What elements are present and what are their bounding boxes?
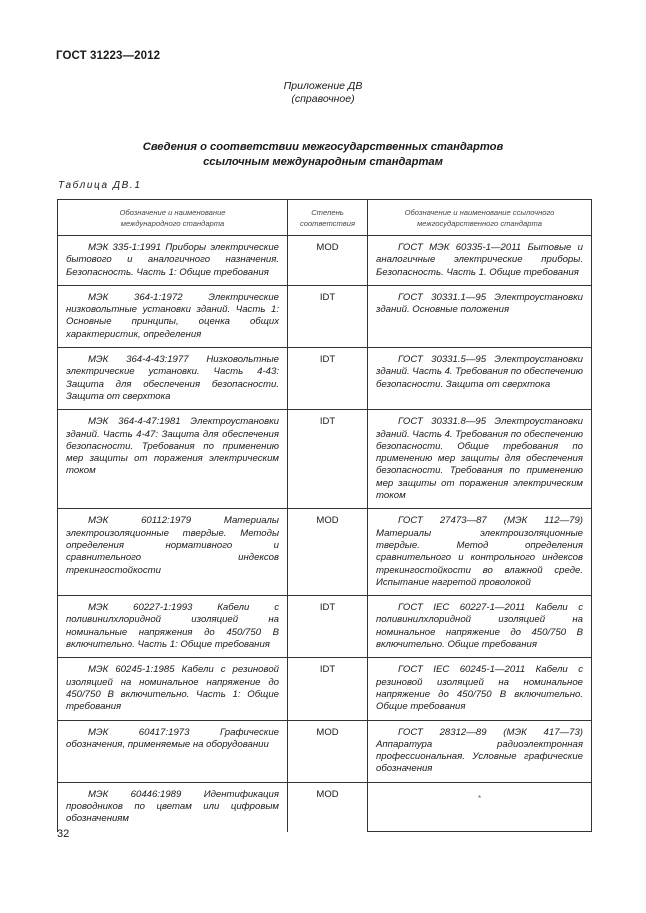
intl-standard-cell — [58, 782, 288, 831]
interstate-standard-cell — [368, 658, 592, 720]
intl-standard-text: МЭК 60446:1989 Идентификация проводников по цветам или цифровым обозначениям — [66, 788, 279, 825]
intl-standard-text: МЭК 364-4-43:1977 Низковольтные электрические установки. Часть 4-43: Защита для обеспечения безопасности. Защита от сверхтока — [66, 354, 279, 402]
intl-standard-cell — [58, 236, 288, 286]
intl-standard-text: МЭК 364-1:1972 Электрические низковольтные установки зданий. Часть 1: Основные принципы, оценка общих характеристик, определения — [66, 291, 279, 340]
intl-standard-text: МЭК 60227-1:1993 Кабели с поливинилхлоридной изоляцией на номинальные напряжения до 450/750 В включительно. Часть 1: Общие требования — [66, 602, 279, 651]
header-interstate-line1: Обозначение и наименование ссылочного — [404, 207, 555, 217]
section-title-line2: ссылочным международным стандартам — [203, 156, 443, 168]
standards-table — [57, 199, 592, 832]
interstate-standard-cell — [368, 596, 592, 658]
table-row — [58, 410, 592, 509]
intl-standard-text: МЭК 60112:1979 Материалы электроизоляционные твердые. Методы определения нормативного и сравнительного индексов трекингостойкости — [66, 515, 279, 576]
interstate-standard-text: ГОСТ IEC 60245-1—2011 Кабели с резиновой изоляцией на номинальное напряжение до 450/750 В включительно. Общие требования — [376, 664, 583, 713]
section-title — [0, 140, 646, 170]
interstate-standard-cell — [368, 720, 592, 782]
intl-standard-cell — [58, 285, 288, 347]
intl-standard-text: МЭК 364-4-47:1981 Электроустановки зданий. Часть 4-47: Защита для обеспечения безопасности. Требования по применению мер защиты от поражения электрическим током — [66, 416, 279, 477]
page-number: 32 — [57, 828, 70, 840]
header-intl-standard — [58, 200, 288, 236]
interstate-standard-text: ГОСТ 30331.8—95 Электроустановки зданий. Часть 4. Требования по обеспечению безопасности. Общие требования по применению мер защиты для обеспечения безопасности. Требования по применению мер защиты от поражения электрическим током — [376, 416, 583, 502]
header-degree — [288, 200, 368, 236]
degree-cell: IDT — [288, 285, 368, 347]
interstate-standard-cell — [368, 348, 592, 410]
degree-cell: MOD — [288, 509, 368, 596]
degree-cell: IDT — [288, 596, 368, 658]
header-interstate-standard — [368, 200, 592, 236]
interstate-standard-text: ГОСТ 30331.1—95 Электроустановки зданий. Основные положения — [376, 291, 583, 316]
intl-standard-cell — [58, 596, 288, 658]
interstate-standard-text: ГОСТ 27473—87 (МЭК 112—79) Материалы электроизоляционные твердые. Метод определения сравнительного и контрольного индексов трекингостойкости во влажной среде. Испытание нагретой проволокой — [376, 515, 583, 588]
intl-standard-text: МЭК 60417:1973 Графические обозначения, применяемые на оборудовании — [66, 726, 279, 750]
intl-standard-cell — [58, 720, 288, 782]
interstate-standard-cell — [368, 782, 592, 831]
table-row — [58, 720, 592, 782]
intl-standard-cell — [58, 509, 288, 596]
intl-standard-cell — [58, 348, 288, 410]
header-interstate-line2: межгосударственного стандарта — [417, 218, 542, 228]
table-row — [58, 348, 592, 410]
footnote-marker: * — [477, 793, 482, 803]
interstate-standard-cell — [368, 509, 592, 596]
intl-standard-cell — [58, 658, 288, 720]
header-intl-line2: международного стандарта — [120, 218, 225, 228]
interstate-standard-cell — [368, 410, 592, 509]
intl-standard-text: МЭК 335-1:1991 Приборы электрические бытового и аналогичного назначения. Безопасность. Часть 1: Общие требования — [66, 242, 279, 278]
header-intl-line1: Обозначение и наименование — [119, 207, 226, 217]
degree-cell: IDT — [288, 410, 368, 509]
degree-cell: MOD — [288, 720, 368, 782]
degree-cell: MOD — [288, 236, 368, 286]
degree-cell: IDT — [288, 658, 368, 720]
intl-standard-cell — [58, 410, 288, 509]
table-caption: Таблица ДВ.1 — [58, 180, 142, 191]
table-row — [58, 236, 592, 286]
interstate-standard-cell — [368, 236, 592, 286]
document-code: ГОСТ 31223—2012 — [56, 50, 161, 62]
appendix-title: Приложение ДВ — [283, 80, 363, 92]
table-header-row — [58, 200, 592, 236]
degree-cell: IDT — [288, 348, 368, 410]
interstate-standard-text: ГОСТ 30331.5—95 Электроустановки зданий. Часть 4. Требования по обеспечению безопасности. Защита от сверхтока — [376, 354, 583, 390]
table-row — [58, 285, 592, 347]
header-degree-line1: Степень — [311, 207, 344, 217]
degree-cell: MOD — [288, 782, 368, 831]
appendix-subtitle: (справочное) — [291, 93, 355, 105]
interstate-standard-text: ГОСТ IEC 60227-1—2011 Кабели с поливинилхлоридной изоляцией на номинальное напряжение до 450/750 В включительно. Общие требования — [376, 602, 583, 651]
intl-standard-text: МЭК 60245-1:1985 Кабели с резиновой изоляцией на номинальное напряжение до 450/750 В включительно. Часть 1: Общие требования — [66, 664, 279, 713]
table-row — [58, 782, 592, 831]
table-row — [58, 509, 592, 596]
section-title-line1: Сведения о соответствии межгосударственных стандартов — [142, 141, 504, 153]
interstate-standard-text: ГОСТ 28312—89 (МЭК 417—73) Аппаратура радиоэлектронная профессиональная. Условные графические обозначения — [376, 726, 583, 775]
appendix-heading — [0, 80, 646, 106]
table-row — [58, 658, 592, 720]
table-row — [58, 596, 592, 658]
interstate-standard-cell — [368, 285, 592, 347]
interstate-standard-text: ГОСТ МЭК 60335-1—2011 Бытовые и аналогичные электрические приборы. Безопасность. Часть 1. Общие требования — [376, 242, 583, 278]
header-degree-line2: соответствия — [299, 218, 356, 228]
